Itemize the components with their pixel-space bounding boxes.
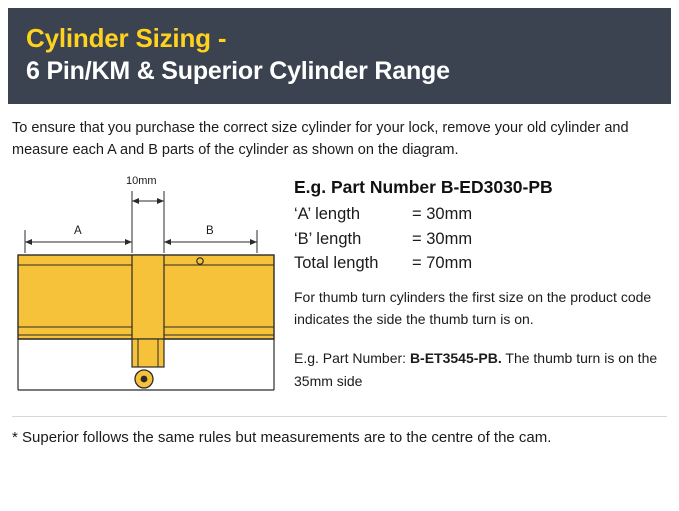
intro-paragraph: To ensure that you purchase the correct size cylinder for your lock, remove your old cylinder and measure each A and B parts of the cylinder as shown on the diagram.: [12, 119, 629, 158]
body-columns: [8, 175, 671, 406]
example-column: [290, 175, 671, 406]
spec-value: = 30mm: [412, 205, 473, 224]
thumb-turn-note: For thumb turn cylinders the first size on the product code indicates the side the thumb turn is on.: [294, 288, 652, 328]
diagram-column: [8, 175, 290, 395]
cylinder-diagram: [8, 175, 290, 395]
spec-label: Total length: [294, 254, 379, 273]
footer-note: * Superior follows the same rules but measurements are to the centre of the cam.: [12, 429, 552, 447]
spec-label: ‘A’ length: [294, 205, 361, 224]
note2-suffix: The thumb turn is on the 35mm side: [294, 349, 658, 389]
spec-label: ‘B’ length: [294, 229, 362, 248]
example-part-number-title: E.g. Part Number B-ED3030-PB: [294, 177, 553, 198]
note2-part-code: B-ET3545-PB.: [409, 349, 502, 366]
spec-value: = 30mm: [412, 229, 473, 248]
thumb-turn-example-note: [294, 347, 671, 392]
spec-row: [294, 251, 671, 275]
diagram-label-b: B: [206, 225, 214, 238]
spec-row: [294, 202, 671, 226]
page-title-line-2: 6 Pin/KM & Superior Cylinder Range: [26, 56, 450, 85]
footer-divider: [12, 416, 667, 417]
page-title-line-1: Cylinder Sizing -: [26, 23, 227, 53]
diagram-label-a: A: [74, 225, 82, 238]
spec-value: = 70mm: [412, 254, 473, 273]
page-header-banner: [8, 8, 671, 104]
note2-prefix: E.g. Part Number:: [294, 349, 410, 366]
diagram-label-10mm: 10mm: [126, 175, 157, 188]
spec-row: [294, 227, 671, 251]
